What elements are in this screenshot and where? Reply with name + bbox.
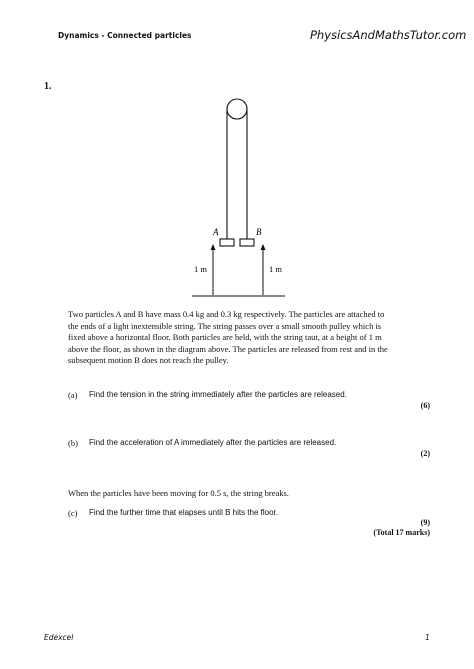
footer-page-number: 1	[425, 633, 430, 642]
header-site: PhysicsAndMathsTutor.com	[310, 28, 467, 42]
part-b-text: Find the acceleration of A immediately after the particles are released.	[89, 438, 337, 447]
particle-b	[240, 239, 254, 246]
part-a-marks: (6)	[420, 401, 430, 410]
part-c-label: (c)	[68, 508, 78, 518]
part-a-text: Find the tension in the string immediately after the particles are released.	[89, 390, 347, 399]
label-a: A	[213, 227, 219, 237]
intro-line: fixed above a horizontal floor. Both particles are held, with the string taut, at a height of 1 m	[68, 332, 382, 343]
total-marks: (Total 17 marks)	[373, 528, 430, 537]
intro-line: Two particles A and B have mass 0.4 kg and 0.3 kg respectively. The particles are attached to	[68, 309, 385, 319]
footer-publisher: Edexcel	[44, 633, 74, 642]
part-b-marks: (2)	[420, 449, 430, 458]
part-c-text: Find the further time that elapses until B hits the floor.	[89, 508, 278, 517]
label-b: B	[256, 227, 262, 237]
height-arrowhead-left	[211, 244, 216, 250]
part-a-label: (a)	[68, 390, 78, 400]
middle-statement: When the particles have been moving for 0.5 s, the string breaks.	[68, 488, 289, 498]
part-c-marks: (9)	[420, 518, 430, 527]
intro-line: subsequent motion B does not reach the pulley.	[68, 355, 229, 366]
intro-line: the ends of a light inextensible string. The string passes over a small smooth pulley which is	[68, 320, 382, 331]
question-intro	[68, 309, 413, 367]
height-label-right: 1 m	[269, 264, 282, 274]
intro-line: above the floor, as shown in the diagram above. The particles are released from rest and in the	[68, 343, 388, 354]
particle-a	[220, 239, 234, 246]
pulley	[227, 99, 247, 119]
part-b-label: (b)	[68, 438, 78, 448]
question-number: 1.	[44, 81, 52, 92]
height-arrowhead-right	[261, 244, 266, 250]
pulley-diagram	[0, 0, 474, 310]
header-title: Dynamics - Connected particles	[58, 31, 192, 40]
height-label-left: 1 m	[194, 264, 207, 274]
